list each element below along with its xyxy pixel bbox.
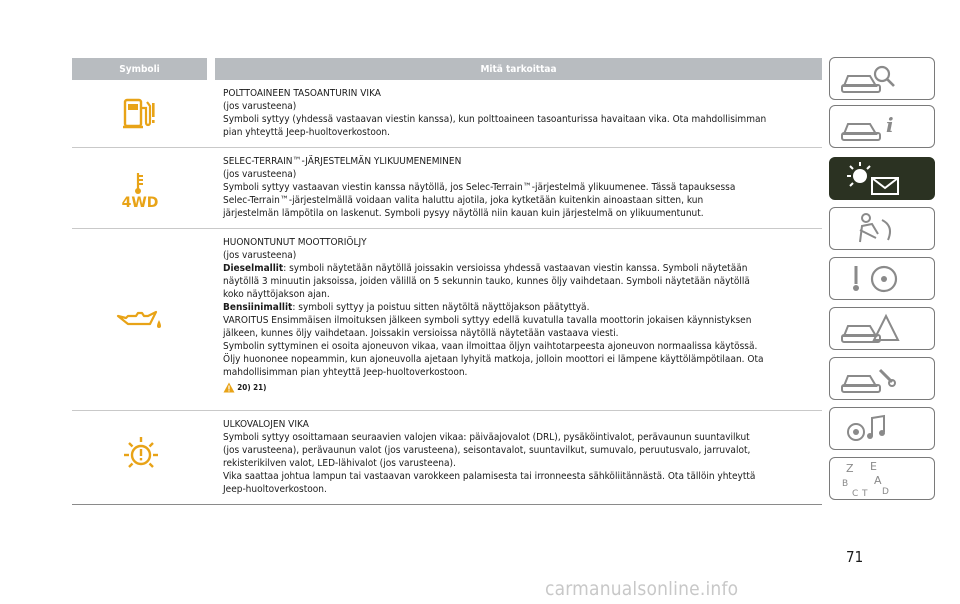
row-title: HUONONTUNUT MOOTTORIÖLJY <box>223 237 367 248</box>
row-text: mahdollisimman pian yhteyttä Jeep-huoltoverkostoon. <box>223 367 468 378</box>
row-divider <box>72 147 822 148</box>
row-text: rekisterikilven valot, LED-lähivalot (jos varusteena). <box>223 458 456 469</box>
row-text: järjestelmän lämpötila on laskenut. Symboli pysyy näytöllä niin kauan kuin järjestelmä on ylikuumentunut. <box>223 208 704 219</box>
fuel-level-sensor-fault-icon <box>122 96 156 130</box>
svg-text:D: D <box>882 487 889 497</box>
table-row <box>72 418 822 504</box>
table-header <box>72 58 822 80</box>
svg-text:T: T <box>862 489 868 499</box>
degraded-oil-icon <box>116 308 164 332</box>
tab-warning-lights[interactable] <box>829 157 935 200</box>
row-text: Bensiinimallit: symboli syttyy ja poistuu sitten näytöltä näyttöjakson päätyttyä. <box>223 302 590 313</box>
row-text: (jos varusteena) <box>223 169 297 180</box>
tab-car-search[interactable] <box>829 57 935 100</box>
row-text: (jos varusteena) <box>223 101 297 112</box>
row-title: ULKOVALOJEN VIKA <box>223 419 309 430</box>
row-title: SELEC-TERRAIN™-JÄRJESTELMÄN YLIKUUMENEMINEN <box>223 156 462 167</box>
4wd-label: 4WD <box>121 195 159 211</box>
warning-lights-message-icon <box>830 158 934 199</box>
tab-emergency[interactable] <box>829 307 935 350</box>
row-text: koko näyttöjakson ajan. <box>223 289 330 300</box>
exterior-lights-fault-icon <box>122 435 160 473</box>
row-text: Symboli syttyy vastaavan viestin kanssa näytöllä, jos Selec-Terrain™-järjestelmä ylikuumenee. Tässä tapauksessa <box>223 182 736 193</box>
row-text: Symboli syttyy (yhdessä vastaavan viestin kanssa), kun polttoaineen tasoanturissa havaitaan vika. Ota mahdollisimman <box>223 114 767 125</box>
svg-text:B: B <box>842 479 849 489</box>
symbols-table <box>72 58 822 495</box>
table-row <box>72 155 822 223</box>
row-text: (jos varusteena), perävaunun valot (jos varusteena), seisontavalot, suuntavilkut, sumuvalo, peruutusvalo, jarruvalot, <box>223 445 751 456</box>
table-bottom-rule <box>72 504 822 505</box>
page-number: 71 <box>846 548 864 566</box>
safety-occupant-icon <box>830 208 934 249</box>
row-text: Symbolin syttyminen ei osoita ajoneuvon vikaa, vaan ilmoittaa öljyn vaihtotarpeesta ajoneuvon normaalissa käytössä. <box>223 341 758 352</box>
row-text: Jeep-huoltoverkostoon. <box>223 484 327 495</box>
car-maintenance-icon <box>830 358 934 399</box>
row-text: Dieselmallit: symboli näytetään näytöllä joissakin versioissa yhdessä vastaavan viestin kanssa. Symboli näytetään <box>223 263 748 274</box>
multimedia-music-icon <box>830 408 934 449</box>
row-title: POLTTOAINEEN TASOANTURIN VIKA <box>223 88 381 99</box>
tab-car-info[interactable] <box>829 105 935 148</box>
svg-text:Z: Z <box>846 462 854 475</box>
row-text: Selec-Terrain™-järjestelmällä voidaan valita haluttu ajotila, joka kytketään kuitenkin ainoastaan sitten, kun <box>223 195 704 206</box>
row-text: Symboli syttyy osoittamaan seuraavien valojen vikaa: päiväajovalot (DRL), pysäköintivalot, perävaunun suuntavilkut <box>223 432 750 443</box>
svg-text:i: i <box>886 113 894 137</box>
diesel-label: Dieselmallit <box>223 263 284 274</box>
row-text: Vika saattaa johtua lampun tai vastaavan varokkeen palamisesta tai irronneesta sähköliitännästä. Ota tällöin yhteyttä <box>223 471 756 482</box>
svg-text:A: A <box>874 474 882 487</box>
table-row <box>72 236 822 408</box>
emergency-triangle-car-icon <box>830 308 934 349</box>
header-meaning: Mitä tarkoittaa <box>215 58 822 80</box>
car-search-icon <box>830 58 934 99</box>
row-text: jälkeen, kunnes öljy vaihdetaan. Joissakin versioissa näytöllä näytetään vastaava viesti. <box>223 328 619 339</box>
4wd-temperature-icon <box>120 171 160 211</box>
petrol-label: Bensiinimallit <box>223 302 293 313</box>
tab-safety[interactable] <box>829 207 935 250</box>
svg-text:E: E <box>870 460 877 473</box>
steering-wheel-key-icon <box>830 258 934 299</box>
svg-text:C: C <box>852 489 859 499</box>
row-text: pian yhteyttä Jeep-huoltoverkostoon. <box>223 127 390 138</box>
warning-refs: 20) 21) <box>223 381 822 394</box>
watermark: carmanualsonline.info <box>545 578 739 600</box>
row-text: Öljy huononee nopeammin, kun ajoneuvolla ajetaan lyhyitä matkoja, jolloin moottori ei lämpene käyttölämpötilaan. Ota <box>223 354 764 365</box>
tab-multimedia[interactable] <box>829 407 935 450</box>
row-text: VAROITUS Ensimmäisen ilmoituksen jälkeen symboli syttyy edellä kuvatulla tavalla moottorin jokaisen käynnistyksen <box>223 315 752 326</box>
car-info-icon <box>830 106 934 147</box>
tab-maintenance[interactable] <box>829 357 935 400</box>
row-divider <box>72 410 822 411</box>
row-divider <box>72 228 822 229</box>
tab-starting-driving[interactable] <box>829 257 935 300</box>
row-text: näytöllä 3 minuutin jaksoissa, joiden välillä on 5 sekunnin tauko, kunnes öljy vaihdetaan. Symboli näytetään näytöllä <box>223 276 750 287</box>
tab-index[interactable] <box>829 457 935 500</box>
caution-triangle-icon <box>223 382 235 393</box>
table-row <box>72 87 822 141</box>
header-symbol: Symboli <box>72 58 207 80</box>
row-text: (jos varusteena) <box>223 250 297 261</box>
index-letters-icon <box>830 458 934 499</box>
